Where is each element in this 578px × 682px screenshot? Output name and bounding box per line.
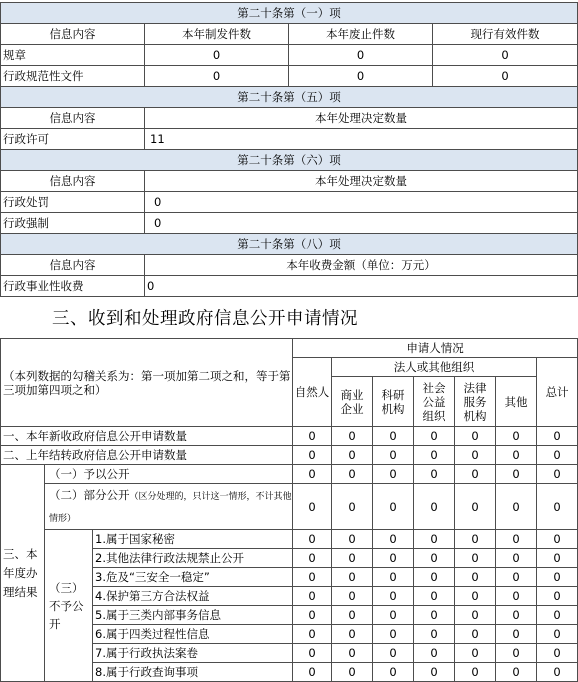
- cell-value: 0: [496, 484, 537, 530]
- cell-value: 0: [537, 587, 578, 606]
- cell-value: 0: [496, 568, 537, 587]
- cell-value: 0: [537, 644, 578, 663]
- total-header: 总计: [537, 358, 578, 427]
- natural-person-header: 自然人: [293, 358, 332, 427]
- cell-value: 0: [332, 625, 373, 644]
- cell-value: 0: [455, 427, 496, 446]
- cell-value: 0: [414, 587, 455, 606]
- cell-value: 0: [455, 663, 496, 682]
- cell-value: 0: [537, 663, 578, 682]
- table-row: [1, 446, 578, 465]
- row-label: 行政许可: [1, 129, 145, 150]
- org-public-welfare: 社会公益组织: [414, 377, 455, 427]
- cell-value: 0: [496, 427, 537, 446]
- cell-value: 0: [293, 530, 332, 549]
- cell-value: 0: [373, 625, 414, 644]
- cell-value: 0: [145, 213, 578, 234]
- cell-value: 0: [537, 446, 578, 465]
- partial-label: （二）部分公开: [49, 487, 130, 502]
- cell-value: 0: [332, 549, 373, 568]
- table-row: [1, 129, 578, 150]
- cell-value: 0: [455, 644, 496, 663]
- withheld-group-label: （三）不予公开: [45, 530, 93, 682]
- row-label: 二、上年结转政府信息公开申请数量: [1, 446, 293, 465]
- cell-value: 0: [496, 465, 537, 484]
- table-row: [1, 192, 578, 213]
- cell-value: 0: [332, 568, 373, 587]
- cell-value: 0: [455, 587, 496, 606]
- cell-value: 0: [289, 66, 433, 87]
- cell-value: 0: [414, 484, 455, 530]
- cell-value: 11: [145, 129, 578, 150]
- row-label-partial: [45, 484, 293, 530]
- cell-value: 0: [433, 66, 578, 87]
- cell-value: 0: [496, 663, 537, 682]
- row-label: 2.其他法律行政法规禁止公开: [93, 549, 293, 568]
- cell-value: 0: [373, 549, 414, 568]
- cell-value: 0: [332, 663, 373, 682]
- row-label: 5.属于三类内部事务信息: [93, 606, 293, 625]
- disclosure-summary-table: [0, 2, 578, 297]
- cell-value: 0: [414, 530, 455, 549]
- row-label: 规章: [1, 45, 145, 66]
- header-info: 信息内容: [1, 24, 145, 45]
- cell-value: 0: [293, 625, 332, 644]
- header-info: 信息内容: [1, 255, 145, 276]
- table-row: [1, 45, 578, 66]
- cell-value: 0: [414, 663, 455, 682]
- balance-note: （本列数据的勾稽关系为：第一项加第二项之和，等于第三项加第四项之和）: [1, 339, 293, 427]
- cell-value: 0: [293, 465, 332, 484]
- cell-value: 0: [293, 549, 332, 568]
- cell-value: 0: [414, 625, 455, 644]
- header-info: 信息内容: [1, 171, 145, 192]
- cell-value: 0: [496, 530, 537, 549]
- cell-value: 0: [414, 644, 455, 663]
- header-decisions: 本年处理决定数量: [145, 171, 578, 192]
- header-decisions: 本年处理决定数量: [145, 108, 578, 129]
- table-row: [1, 276, 578, 297]
- header-abolished: 本年废止件数: [289, 24, 433, 45]
- cell-value: 0: [332, 446, 373, 465]
- cell-value: 0: [414, 465, 455, 484]
- cell-value: 0: [537, 549, 578, 568]
- cell-value: 0: [414, 549, 455, 568]
- section-header-1: 第二十条第（一）项: [1, 3, 578, 24]
- header-fee-amount: 本年收费金额（单位：万元）: [145, 255, 578, 276]
- cell-value: 0: [373, 465, 414, 484]
- cell-value: 0: [537, 568, 578, 587]
- cell-value: 0: [414, 446, 455, 465]
- cell-value: 0: [373, 568, 414, 587]
- cell-value: 0: [293, 606, 332, 625]
- row-label: 3.危及“三安全一稳定”: [93, 568, 293, 587]
- cell-value: 0: [496, 549, 537, 568]
- cell-value: 0: [332, 587, 373, 606]
- cell-value: 0: [455, 568, 496, 587]
- cell-value: 0: [293, 484, 332, 530]
- row-label: 8.属于行政查询事项: [93, 663, 293, 682]
- section-header-5: 第二十条第（五）项: [1, 87, 578, 108]
- cell-value: 0: [293, 644, 332, 663]
- cell-value: 0: [537, 465, 578, 484]
- cell-value: 0: [332, 465, 373, 484]
- cell-value: 0: [455, 549, 496, 568]
- cell-value: 0: [373, 587, 414, 606]
- table-row: [1, 66, 578, 87]
- cell-value: 0: [455, 484, 496, 530]
- table-row: [1, 484, 578, 530]
- cell-value: 0: [373, 663, 414, 682]
- partial-note: （区分处理的，只计这一情形，不计其他情形）: [49, 491, 292, 524]
- cell-value: 0: [455, 606, 496, 625]
- cell-value: 0: [537, 530, 578, 549]
- cell-value: 0: [293, 663, 332, 682]
- row-label: 4.保护第三方合法权益: [93, 587, 293, 606]
- cell-value: 0: [293, 446, 332, 465]
- section-title: 三、收到和处理政府信息公开申请情况: [52, 309, 358, 329]
- cell-value: 0: [373, 644, 414, 663]
- row-label: 1.属于国家秘密: [93, 530, 293, 549]
- org-legal-service: 法律服务机构: [455, 377, 496, 427]
- cell-value: 0: [145, 45, 289, 66]
- org-business: 商业企业: [332, 377, 373, 427]
- cell-value: 0: [455, 465, 496, 484]
- section-header-6: 第二十条第（六）项: [1, 150, 578, 171]
- cell-value: 0: [455, 530, 496, 549]
- table-row: [1, 427, 578, 446]
- cell-value: 0: [414, 568, 455, 587]
- table-row: [1, 530, 578, 549]
- cell-value: 0: [455, 446, 496, 465]
- org-research: 科研机构: [373, 377, 414, 427]
- cell-value: 0: [332, 427, 373, 446]
- cell-value: 0: [289, 45, 433, 66]
- cell-value: 0: [373, 606, 414, 625]
- row-label: 行政规范性文件: [1, 66, 145, 87]
- cell-value: 0: [373, 484, 414, 530]
- row-label: 行政处罚: [1, 192, 145, 213]
- cell-value: 0: [414, 606, 455, 625]
- cell-value: 0: [145, 66, 289, 87]
- cell-value: 0: [332, 484, 373, 530]
- row-label: 7.属于行政执法案卷: [93, 644, 293, 663]
- cell-value: 0: [373, 530, 414, 549]
- applicant-header: 申请人情况: [293, 339, 578, 358]
- header-issued: 本年制发件数: [145, 24, 289, 45]
- row-label: 一、本年新收政府信息公开申请数量: [1, 427, 293, 446]
- org-other: 其他: [496, 377, 537, 427]
- cell-value: 0: [496, 446, 537, 465]
- cell-value: 0: [145, 192, 578, 213]
- cell-value: 0: [537, 427, 578, 446]
- cell-value: 0: [293, 427, 332, 446]
- cell-value: 0: [433, 45, 578, 66]
- cell-value: 0: [537, 606, 578, 625]
- row-label: （一）予以公开: [45, 465, 293, 484]
- row-label: 6.属于四类过程性信息: [93, 625, 293, 644]
- table-row: [1, 465, 578, 484]
- cell-value: 0: [145, 276, 578, 297]
- cell-value: 0: [496, 606, 537, 625]
- header-info: 信息内容: [1, 108, 145, 129]
- row-label: 行政强制: [1, 213, 145, 234]
- cell-value: 0: [496, 644, 537, 663]
- row-label: 行政事业性收费: [1, 276, 145, 297]
- cell-value: 0: [373, 427, 414, 446]
- header-valid: 现行有效件数: [433, 24, 578, 45]
- cell-value: 0: [537, 625, 578, 644]
- cell-value: 0: [332, 644, 373, 663]
- legal-entity-header: 法人或其他组织: [332, 358, 537, 377]
- cell-value: 0: [455, 625, 496, 644]
- application-table: [0, 338, 578, 682]
- cell-value: 0: [496, 587, 537, 606]
- cell-value: 0: [332, 530, 373, 549]
- cell-value: 0: [496, 625, 537, 644]
- cell-value: 0: [293, 587, 332, 606]
- cell-value: 0: [332, 606, 373, 625]
- cell-value: 0: [373, 446, 414, 465]
- table-row: [1, 213, 578, 234]
- section-header-8: 第二十条第（八）项: [1, 234, 578, 255]
- result-group-label: 三、本年度办理结果: [1, 465, 45, 682]
- cell-value: 0: [537, 484, 578, 530]
- cell-value: 0: [414, 427, 455, 446]
- cell-value: 0: [293, 568, 332, 587]
